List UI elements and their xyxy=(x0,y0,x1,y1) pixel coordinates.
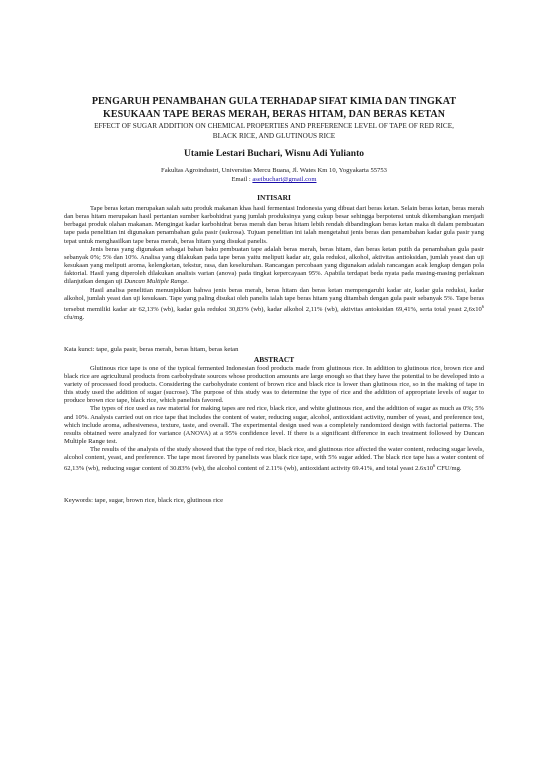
title-line-2: KESUKAAN TAPE BERAS MERAH, BERAS HITAM, DAN BERAS KETAN xyxy=(102,108,446,120)
abstract-paragraph-2: The types of rice used as raw material for making tapes are red rice, black rice, and white glutinous rice, and the addition of sugar as much as 0%; 5% and 10%. Analysis carried out on rice tape that includes the content of water, reducing sugar, alcohol, antioxidant activity, number of yeast, and preference test, which include aroma, adhesiveness, texture, taste, and overall. The experimental design used was a completely randomized design with factorial patterns. The results obtained were analyzed for variance (ANOVA) at a 95% confidence level. If there is a significant difference in each treatment followed by Duncan Multiple Range test. xyxy=(64,405,484,445)
intisari-p3-end: cfu/mg. xyxy=(64,314,85,322)
abstract-heading: ABSTRACT xyxy=(253,354,295,364)
email-line xyxy=(64,175,484,184)
keywords: Keywords: tape, sugar, brown rice, black rice, glutinous rice xyxy=(64,496,224,504)
email-link[interactable]: aseibuchari@gmail.com xyxy=(252,176,317,183)
intisari-p3-text: Hasil analisa penelitian menunjukkan bahwa jenis beras merah, beras hitam dan beras ketan mempengaruhi kadar air, kadar gula reduksi, kadar alkohol, jumlah yeast dan uji kesukaan. Tape yang paling disukai oleh panelis ialah tape beras hitam yang ditambah dengan gula pasir sebanyak 5%. Tape beras tersebut memiliki kadar air 62,13% (wb), kadar gula reduksi 30,83% (wb), kadar alkohol 2,11% (wb), aktivitas antoksidan 69,41%, serta total yeast 2,6x10 xyxy=(64,286,484,314)
intisari-paragraph-2 xyxy=(64,246,484,287)
intisari-p2-text: Jenis beras yang digunakan sebagai bahan baku pembuatan tape adalah beras merah, beras hitam, dan beras ketan putih da penambahan gula pasir sebanyak 0%; 5% dan 10%. Analisa yang dilakukan pada tape beras yaitu meliputi kadar air, gula reduksi, alkohol, aktivitas antioksidan, jumlah yeast dan uji kesukaan yang meliputi aroma, kelengketan, tekstur, rasa, dan keseluruhan. Rancangan percobaan yang digunakan adalah rancangan acak lengkap dengan pola faktorial. Hasil yang diperoleh dilakukan analisis varian (anova) pada tingkat kepercayaan 95%. Apabila terdapat beda nyata pada masing-masing perlakuan dilanjutkan dengan uji xyxy=(64,245,484,286)
kata-kunci: Kata kunci: tape, gula pasir, beras merah, beras hitam, beras ketan xyxy=(64,346,239,354)
intisari-p2-italic: Duncan Multiple Range xyxy=(124,278,188,286)
intisari-p3-sup: 6 xyxy=(481,303,484,309)
intisari-p2-end: . xyxy=(187,278,189,286)
abstract-p3-text: The results of the analysis of the study showed that the type of red rice, black rice, and glutinous rice affected the water content, reducing sugar levels, alcohol content, yeast, and preference. The tape most favored by panelists was black rice tape, with 5% sugar added. The black rice tape has a water content of 62,13% (wb), reducing sugar content of 30.83% (wb), the alcohol content of 2.11% (wb), antioxidant activity 69.41%, and total yeast 2.6x10 xyxy=(64,446,485,473)
intisari-paragraph-3 xyxy=(64,287,484,323)
abstract-p3-sup: 6 xyxy=(433,463,436,469)
paper-title xyxy=(64,96,484,121)
paper-subtitle xyxy=(64,122,484,141)
abstract-paragraph-3 xyxy=(64,446,484,474)
subtitle-line-2: BLACK RICE, AND GLUTINOUS RICE xyxy=(212,131,336,140)
authors: Utamie Lestari Buchari, Wisnu Adi Yulianto xyxy=(183,149,364,159)
affiliation: Fakultas Agroindustri, Universitas Mercu Buana, Jl. Wates Km 10, Yogyakarta 55753 xyxy=(161,167,387,174)
intisari-paragraph-1: Tape beras ketan merupakan salah satu produk makanan khas hasil fermentasi Indonesia yang dibuat dari beras ketan. Selain beras ketan, beras merah dan beras hitam merupakan hasil pertanian sumber karbohidrat yang jumlah produksinya yang cukup besar sehingga berpotensi untuk dikembangkan menjadi berbagai produk olahan makanan. Mengingat kadar karbohidrat beras merah dan beras hitam lebih rendah dibandingkan beras ketan maka di dalam pembuatan tape pada penelitian ini digunakan penambahan gula pasir (sukrosa). Tujuan penelitian ini ialah mengetahui jenis beras dan penambahan kadar gula pasir yang tepat untuk menghasilkan tape beras merah, beras hitam yang disukai panelis. xyxy=(64,205,484,245)
affiliation-block xyxy=(64,166,484,184)
abstract-paragraph-1: Glutinous rice tape is one of the typical fermented Indonesian food products made from glutinous rice. In addition to glutinous rice, brown rice and black rice are agricultural products from carbohydrate sources whose production amounts are large enough so that they have the potential to be developed into a variety of processed food products. Considering the carbohydrate content of brown rice and black rice is lower than glutinous rice, so in the making of tape in this study used the addition of sugar (sucrose). The purpose of this study was to determine the type of rice and the addition of appropriate levels of sugar to produce brown rice tape, black rice, which panelists favored. xyxy=(64,364,484,405)
email-label: Email : xyxy=(231,176,253,183)
title-line-1: PENGARUH PENAMBAHAN GULA TERHADAP SIFAT KIMIA DAN TINGKAT xyxy=(91,96,457,107)
intisari-heading: INTISARI xyxy=(257,193,291,202)
subtitle-line-1: EFFECT OF SUGAR ADDITION ON CHEMICAL PROPERTIES AND PREFERENCE LEVEL OF TAPE OF RED RICE, xyxy=(94,122,454,130)
abstract-p3-end: CFU/mg. xyxy=(435,465,462,473)
